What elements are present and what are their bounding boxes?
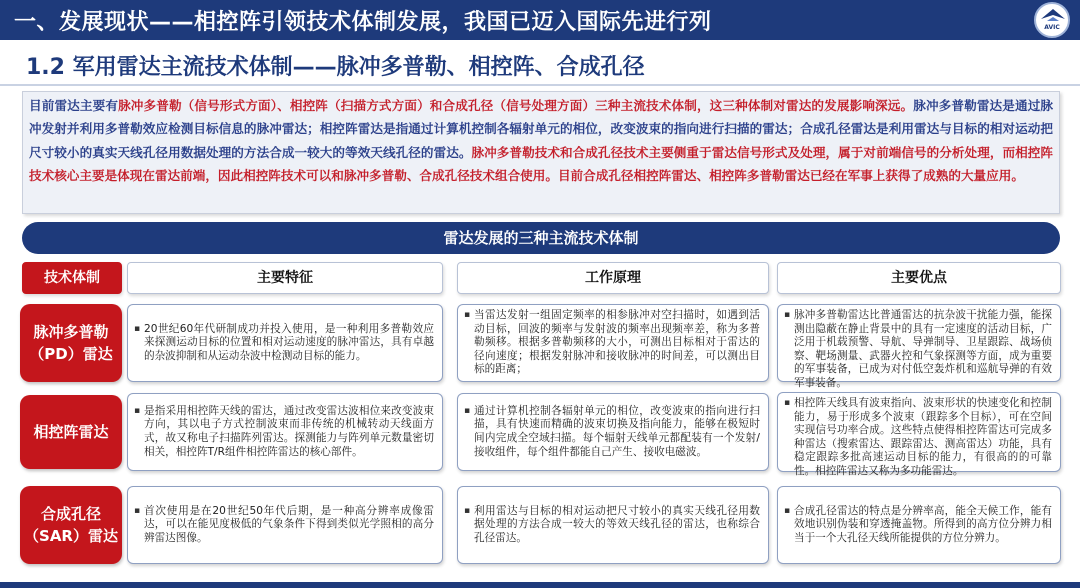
cell-pa-feature xyxy=(127,393,443,471)
cell-text: ▪ 通过计算机控制各辐射单元的相位，改变波束的指向进行扫描，具有快速而精确的波束切换及指向能力，能够在极短时间内完成全空域扫描。每个辐射天线单元都配装有一个发射/接收组件，每个组件都能自己产生、接收电磁波。 xyxy=(474,405,760,459)
section-header: 雷达发展的三种主流技术体制 xyxy=(22,222,1060,254)
cell-text: ▪ 合成孔径雷达的特点是分辨率高，能全天候工作，能有效地识别伪装和穿透掩盖物。所得到的高方位分辨力相当于一个大孔径天线所能提供的方位分辨力。 xyxy=(794,505,1052,546)
row-label-pd-radar: 脉冲多普勒（PD）雷达 xyxy=(20,304,122,382)
section-subtitle: 1.2 军用雷达主流技术体制——脉冲多普勒、相控阵、合成孔径 xyxy=(26,55,645,80)
cell-text: ▪ 利用雷达与目标的相对运动把尺寸较小的真实天线孔径用数据处理的方法合成一较大的等效天线孔径的雷达，也称综合孔径雷达。 xyxy=(474,505,760,546)
intro-s2: 脉冲多普勒（信号形式方面）、相控阵（扫描方式方面）和合成孔径（信号处理方面）三种主流技术体制，这三种体制对雷达的发展影响深远。 xyxy=(118,98,914,113)
cell-pa-principle xyxy=(457,393,769,471)
cell-text: ▪ 当雷达发射一组固定频率的相参脉冲对空扫描时，如遇到活动目标，回波的频率与发射波的频率出现频率差，称为多普勒频移。根据多普勒频移的大小，可测出目标相对于雷达的径向速度；根据发射脉冲和接收脉冲的时间差，可以测出目标的距离； xyxy=(474,309,760,377)
cell-sar-principle xyxy=(457,486,769,564)
cell-pa-advantage xyxy=(777,392,1061,477)
footer-bar xyxy=(0,582,1080,588)
cell-text: ▪ 首次使用是在20世纪50年代后期，是一种高分辨率成像雷达，可以在能见度极低的气象条件下得到类似光学照相的高分辨雷达图像。 xyxy=(144,505,434,546)
col-header-tech: 技术体制 xyxy=(22,262,122,294)
intro-s5: 目前合成孔径相控阵雷达、相控阵多普勒雷达已经在军事上获得了成熟的大量应用。 xyxy=(557,168,1024,184)
intro-s4: 脉冲多普勒技术和合成孔径技术主要侧重于雷达信号形式及处理，属于对前端信号的分析处理，而相控阵技术核心主要是体现在雷达前端，因此相控阵技术可以和脉冲多普勒、合成孔径技术组合使用。 xyxy=(29,144,1054,184)
cell-text: ▪ 脉冲多普勒雷达比普通雷达的抗杂波干扰能力强，能探测出隐蔽在静止背景中的具有一定速度的活动目标，广泛用于机载预警、导航、导弹制导、卫星跟踪、战场侦察、靶场测量、武器火控和气象探测等方面，成为重要的军事装备，已成为对付低空轰炸机和巡航导弹的有效军事装备。 xyxy=(794,309,1052,391)
aircraft-icon xyxy=(1039,7,1067,25)
row-label-phased-array: 相控阵雷达 xyxy=(20,395,122,469)
col-header-principle: 工作原理 xyxy=(457,262,769,294)
col-header-feature: 主要特征 xyxy=(127,262,443,294)
avic-logo xyxy=(1034,2,1070,38)
row-label-sar-radar: 合成孔径（SAR）雷达 xyxy=(20,486,122,564)
intro-paragraph xyxy=(22,91,1060,214)
cell-pd-feature xyxy=(127,304,443,382)
cell-text: ▪ 是指采用相控阵天线的雷达，通过改变雷达波相位来改变波束方向，其以电子方式控制波束而非传统的机械转动天线面方式，故又称电子扫描阵列雷达。探测能力与阵列单元数量密切相关，相控阵T/R组件相控阵雷达的核心部件。 xyxy=(144,405,434,459)
page-title: 一、发展现状——相控阵引领技术体制发展，我国已迈入国际先进行列 xyxy=(14,10,712,35)
cell-text: ▪ 相控阵天线具有波束指向、波束形状的快速变化和控制能力，易于形成多个波束（跟踪多个目标），可在空间实现信号功率合成。这些特点使得相控阵雷达可完成多种雷达（搜索雷达、跟踪雷达、测高雷达）功能，具有稳定跟踪多批高速运动目标的能力，有很高的的可靠性。相控阵雷达又称为多功能雷达。 xyxy=(794,397,1052,479)
cell-sar-feature xyxy=(127,486,443,564)
divider xyxy=(0,84,1080,86)
intro-s3: 脉冲多普勒雷达是通过脉冲发射并利用多普勒效应检测目标信息的脉冲雷达；相控阵雷达是指通过计算机控制各辐射单元的相位，改变波束的指向进行扫描的雷达；合成孔径雷达是利用雷达与目标的相对运动把尺寸较小的真实天线孔径用数据处理的方法合成一较大的等效天线孔径的雷达。 xyxy=(29,98,1054,160)
cell-text: ▪ 20世纪60年代研制成功并投入使用，是一种利用多普勒效应来探测运动目标的位置和相对运动速度的脉冲雷达，具有卓越的杂波抑制和从运动杂波中检测动目标的能力。 xyxy=(144,323,434,364)
cell-pd-principle xyxy=(457,304,769,382)
intro-s1: 目前雷达主要有 xyxy=(29,98,119,113)
col-header-advantage: 主要优点 xyxy=(777,262,1061,294)
cell-pd-advantage xyxy=(777,304,1061,389)
cell-sar-advantage xyxy=(777,486,1061,564)
logo-text: AVIC xyxy=(1044,24,1060,31)
